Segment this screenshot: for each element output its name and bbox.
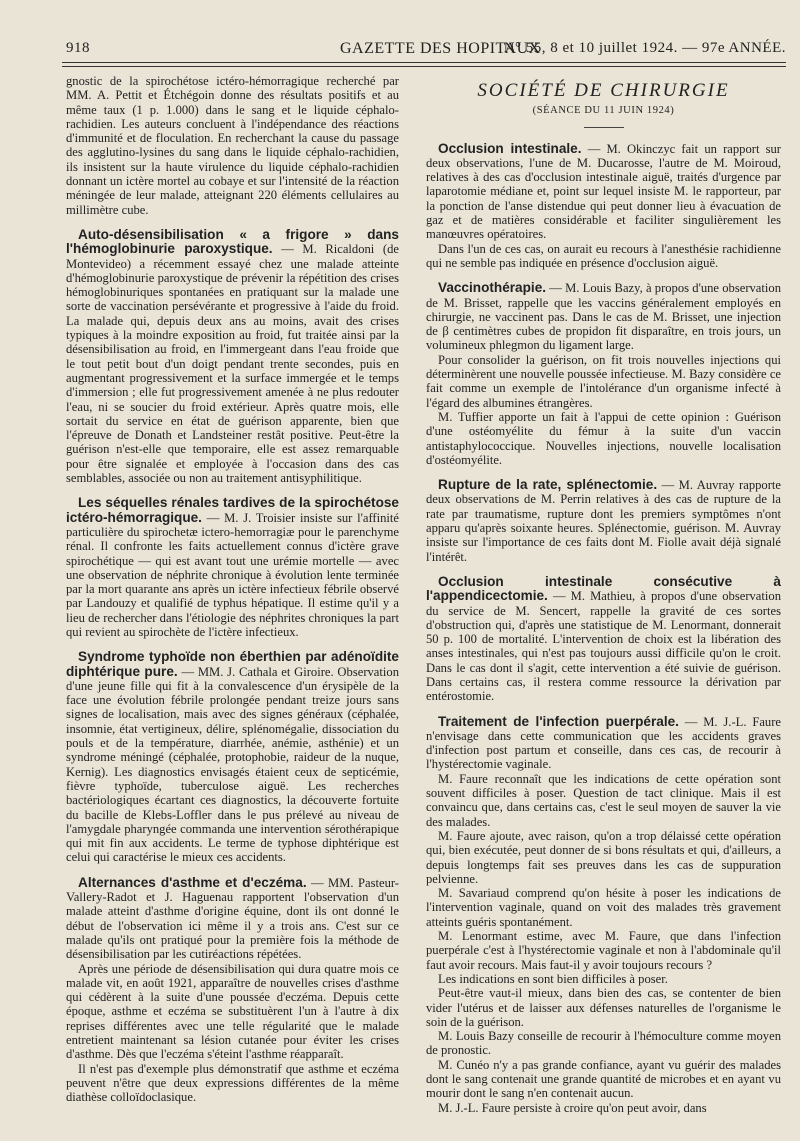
left-column	[66, 74, 399, 1104]
article-heading: Vaccinothérapie.	[438, 280, 547, 296]
paragraph: M. Tuffier apporte un fait à l'appui de cette opinion : Guérison d'une ostéomyélite du fémur à la suite d'un vaccin antistaphylococcique. Nouvelles injections, nouvelle localisation d'ostéomyélite.	[426, 409, 781, 467]
article-body: — MM. Pasteur-Vallery-Radot et J. Haguenau rapportent l'observation d'un malade atteint d'asthme d'origine équine, dont ils ont donné le début de l'observation ici même il y a trois ans. C'est sur ce malade qu'ils ont pratiqué pour la première fois la méthode de désensibilisation par les cutiréactions répétées.	[66, 875, 399, 962]
header-rule	[62, 62, 786, 63]
paragraph: Dans l'un de ces cas, on aurait eu recours à l'anesthésie rachidienne qui ne semble pas indiquée en présence d'occlusion aiguë.	[426, 241, 781, 270]
paragraph: M. Louis Bazy conseille de recourir à l'hémoculture comme moyen de pronostic.	[426, 1029, 781, 1058]
paragraph: M. Faure ajoute, avec raison, qu'on a trop délaissé cette opération qui, bien exécutée, peut donner de si bons résultats et qui, d'ailleurs, a depuis longtemps fait ses preuves dans les cas de suppuration pelvienne.	[426, 828, 781, 886]
section-title: SOCIÉTÉ DE CHIRURGIE	[477, 80, 730, 101]
article-body: — M. Auvray rapporte deux observations de M. Perrin relatives à des cas de rupture de la rate par traumatisme, rupture dont les premiers symptômes n'ont apparu qu'après soixante heures. Splénectomie, guérison. M. Auvray insiste sur l'importance de ces faits dont M. Fiolle avait déjà signalé l'intérêt.	[426, 478, 781, 564]
page-number: 918	[66, 40, 90, 56]
paragraph: M. Cunéo n'y a pas grande confiance, ayant vu guérir des malades dont le sang contenait une grande quantité de microbes et en ayant vu mourir dont le sang n'en contenait aucun.	[426, 1057, 781, 1101]
article-body: — M. Okinczyc fait un rapport sur deux observations, l'une de M. Ducarosse, l'autre de M. Moiroud, relatives à des cas d'occlusion intestinale aiguë, traités d'urgence par laparotomie médiane et, point sur lequel insiste M. le rapporteur, par la ponction de l'anse distendue qui peut donner lieu à évacuation de gaz et de matières considérable et faciliter singulièrement les manœuvres opératoires.	[426, 141, 781, 242]
article	[66, 496, 399, 639]
article-body: — M. J. Troisier insiste sur l'affinité particulière du spirochetæ ictero-hemorragiæ pour le parenchyme rénal. Il confronte les faits actuellement connus d'ictère grave spirochétique — qui est avant tout une urémie mortelle — avec une observation de néphrite chronique à évolution lente terminée par la mort quarante ans après un ictère infectieux fébrile observé par Landouzy et qualifié de typhus hépatique. Il estime qu'il y a lieu de rechercher dans l'étiologie des néphrites chroniques la part qui revient au spirochète de l'ictère infectieux.	[66, 510, 399, 639]
article	[426, 575, 781, 704]
article	[66, 228, 399, 485]
header-rule-thin	[62, 66, 786, 67]
article	[66, 876, 399, 962]
article	[426, 281, 781, 352]
section-divider	[584, 127, 624, 128]
article-heading: Traitement de l'infection puerpérale.	[438, 713, 679, 729]
article-heading: Rupture de la rate, splénectomie.	[438, 477, 658, 493]
article-body: — M. Ricaldoni (de Montevideo) a récemment essayé chez une malade atteinte d'hémoglobinurie paroxystique de prévenir la répétition des crises hémoglobinuriques spontanées en pratiquant sur la malade une sorte de vaccination persévérante et progressive à l'aide du froid. La malade qui, depuis deux ans au moins, avait des crises typiques à la moindre exposition au froid, fut traitée ainsi par la désensibilisation au froid, en l'immergeant dans l'eau froide que le tout petit bout d'un doigt pendant trente secondes, puis en augmentant progressivement et la surface immergée et le temps d'immersion ; elle fut progressivement amenée à ne plus redouter l'eau, ni se soucier du froid extérieur. Après quatre mois, elle sortait du service en état de guérison apparente, bien que l'épreuve de Donath et Landsteiner restât positive. Peut-être la guérison n'est-elle que temporaire, elle est assez remarquable pour être signalée et employée à l'occasion dans des cas semblables, associée ou non au traitement antisyphilitique.	[66, 242, 399, 486]
paragraph: Les indications en sont bien difficiles à poser.	[438, 971, 668, 986]
paragraph: M. Lenormant estime, avec M. Faure, que dans l'infection puerpérale c'est à l'hystérectomie vaginale et non à l'abdominale qu'il faut avoir recours. Mais faut-il y avoir toujours recours ?	[426, 929, 781, 972]
article-heading: Syndrome typhoïde non éberthien par adénoïdite diphtérique pure.	[66, 649, 399, 679]
paragraph: Pour consolider la guérison, on fit trois nouvelles injections qui déterminèrent une nouvelle poussée infectieuse. M. Bazy considère ce fait comme un exemple de l'intolérance d'un organisme infecté à l'égard des albumines étrangères.	[426, 352, 781, 410]
article-heading: Auto-désensibilisation « a frigore » dans l'hémoglobinurie paroxystique.	[66, 226, 399, 257]
paragraph: Peut-être vaut-il mieux, dans bien des cas, se contenter de bien vider l'utérus et de laisser aux défenses naturelles de l'organisme le soin de la guérison.	[426, 986, 781, 1029]
paragraph: gnostic de la spirochétose ictéro-hémorragique recherché par MM. A. Pettit et Étchégoin donne des résultats positifs et au même taux (1 p. 1.000) dans le sang et le liquide céphalo-rachidien. Les auteurs concluent à l'indépendance des réactions d'immunité et de floculation. En recherchant la cause du passage des agglutino-lysines du sang dans le liquide céphalo-rachidien, ils insistent sur la haute virulence du liquide céphalo-rachidien donnant un ictère mortel au cobaye et sur l'intensité de la réaction méningée de leur malade, atteignant 220 éléments cellulaires au millimètre cube.	[66, 74, 399, 217]
article-body: — M. J.-L. Faure n'envisage dans cette communication que les accidents graves d'infection post partum et conseille, dans ces cas, de recourir à l'hystérectomie vaginale.	[426, 714, 782, 772]
article-heading: Occlusion intestinale consécutive à l'appendicectomie.	[426, 573, 781, 604]
article	[426, 142, 781, 242]
paragraph: Après une période de désensibilisation qui dura quatre mois ce malade vit, en août 1921, apparaître de nouvelles crises d'asthme qui cédèrent à la suite d'une poussée d'eczéma. Depuis cette époque, asthme et eczéma se substituèrent l'un à l'autre à dix reprises différentes avec une telle régularité que le malade entretient maintenant sa lésion cutanée pour éviter les crises d'asthme. Dès que l'eczéma s'éteint l'asthme réapparaît.	[66, 961, 399, 1062]
page-header	[66, 36, 786, 60]
paragraph: M. Faure reconnaît que les indications de cette opération sont souvent difficiles à poser. Question de tact clinique. Mais il est convaincu que, dans certains cas, c'est le seul moyen de sauver la vie des malades.	[426, 771, 781, 829]
session-date: (SÉANCE DU 11 JUIN 1924)	[532, 105, 675, 117]
article-heading: Alternances d'asthme et d'eczéma.	[78, 874, 307, 890]
paragraph: M. Savariaud comprend qu'on hésite à poser les indications de l'intervention vaginale, quand on voit des malades très gravement atteints guéris spontanément.	[426, 886, 781, 929]
article-heading: Occlusion intestinale.	[438, 140, 582, 156]
article-body: — M. Mathieu, à propos d'une observation du service de M. Sencert, rappelle la gravité de ces sortes d'obstruction qui, d'après une statistique de M. Lenormant, donnerait 50 p. 100 de mortalité. L'intervention de choix est la libération des anses intestinales, qui n'est pas toujours aussi difficile qu'on le croit. Dans le cas dont il s'agit, cette intervention a été suivie de guérison. Dans certains cas, il restera comme ressource la dérivation par entérostomie.	[426, 589, 781, 704]
article-body: — M. Louis Bazy, à propos d'une observation de M. Brisset, rappelle que les vaccins généralement employés en chirurgie, ne vaccinent pas. Dans le cas de M. Brisset, une injection de β centimètres cubes de propidon fit disparaître, en trois jours, un volumineux phlegmon du ligament large.	[426, 281, 781, 353]
right-column	[426, 74, 781, 1115]
issue-info: N° 55, 8 et 10 juillet 1924. — 97e ANNÉE.	[503, 40, 786, 56]
article	[426, 478, 781, 564]
article-heading: Les séquelles rénales tardives de la spirochétose ictéro-hémorragique.	[66, 495, 399, 525]
article	[66, 650, 399, 864]
article	[426, 715, 781, 772]
journal-title: GAZETTE DES HOPITAUX	[340, 40, 541, 57]
paragraph: Il n'est pas d'exemple plus démonstratif que asthme et eczéma peuvent n'être que deux expressions différentes de la même diathèse colloïdoclasique.	[66, 1061, 399, 1105]
article-body: — MM. J. Cathala et Giroire. Observation d'une jeune fille qui fit à la convalescence d'un érysipèle de la face une évolution fébrile prolongée pendant treize jours sans signes de localisation, mais avec des signes généraux (céphalée, insomnie, état vertigineux, délire, splénomégalie, dissociation du pouls et de la température, diarrhée, anémie, asthénie) et un syndrome méningé (céphalée, protophobie, raideur de la nuque, Kernig). Les diagnostics envisagés étaient ceux de septicémie, fièvre typhoïde, tuberculose aiguë. Les recherches bactériologiques écartant ces diagnostics, la découverte fortuite du bacille de Klebs-Loffler dans le pus prélevé au niveau de l'amygdale pharyngée commanda une intervention sérothérapique qui mit fin aux accidents. Le terme de typhose diphtérique est celui qui caractérise le mieux ces accidents.	[66, 664, 399, 865]
paragraph: M. J.-L. Faure persiste à croire qu'on peut avoir, dans	[438, 1100, 707, 1115]
